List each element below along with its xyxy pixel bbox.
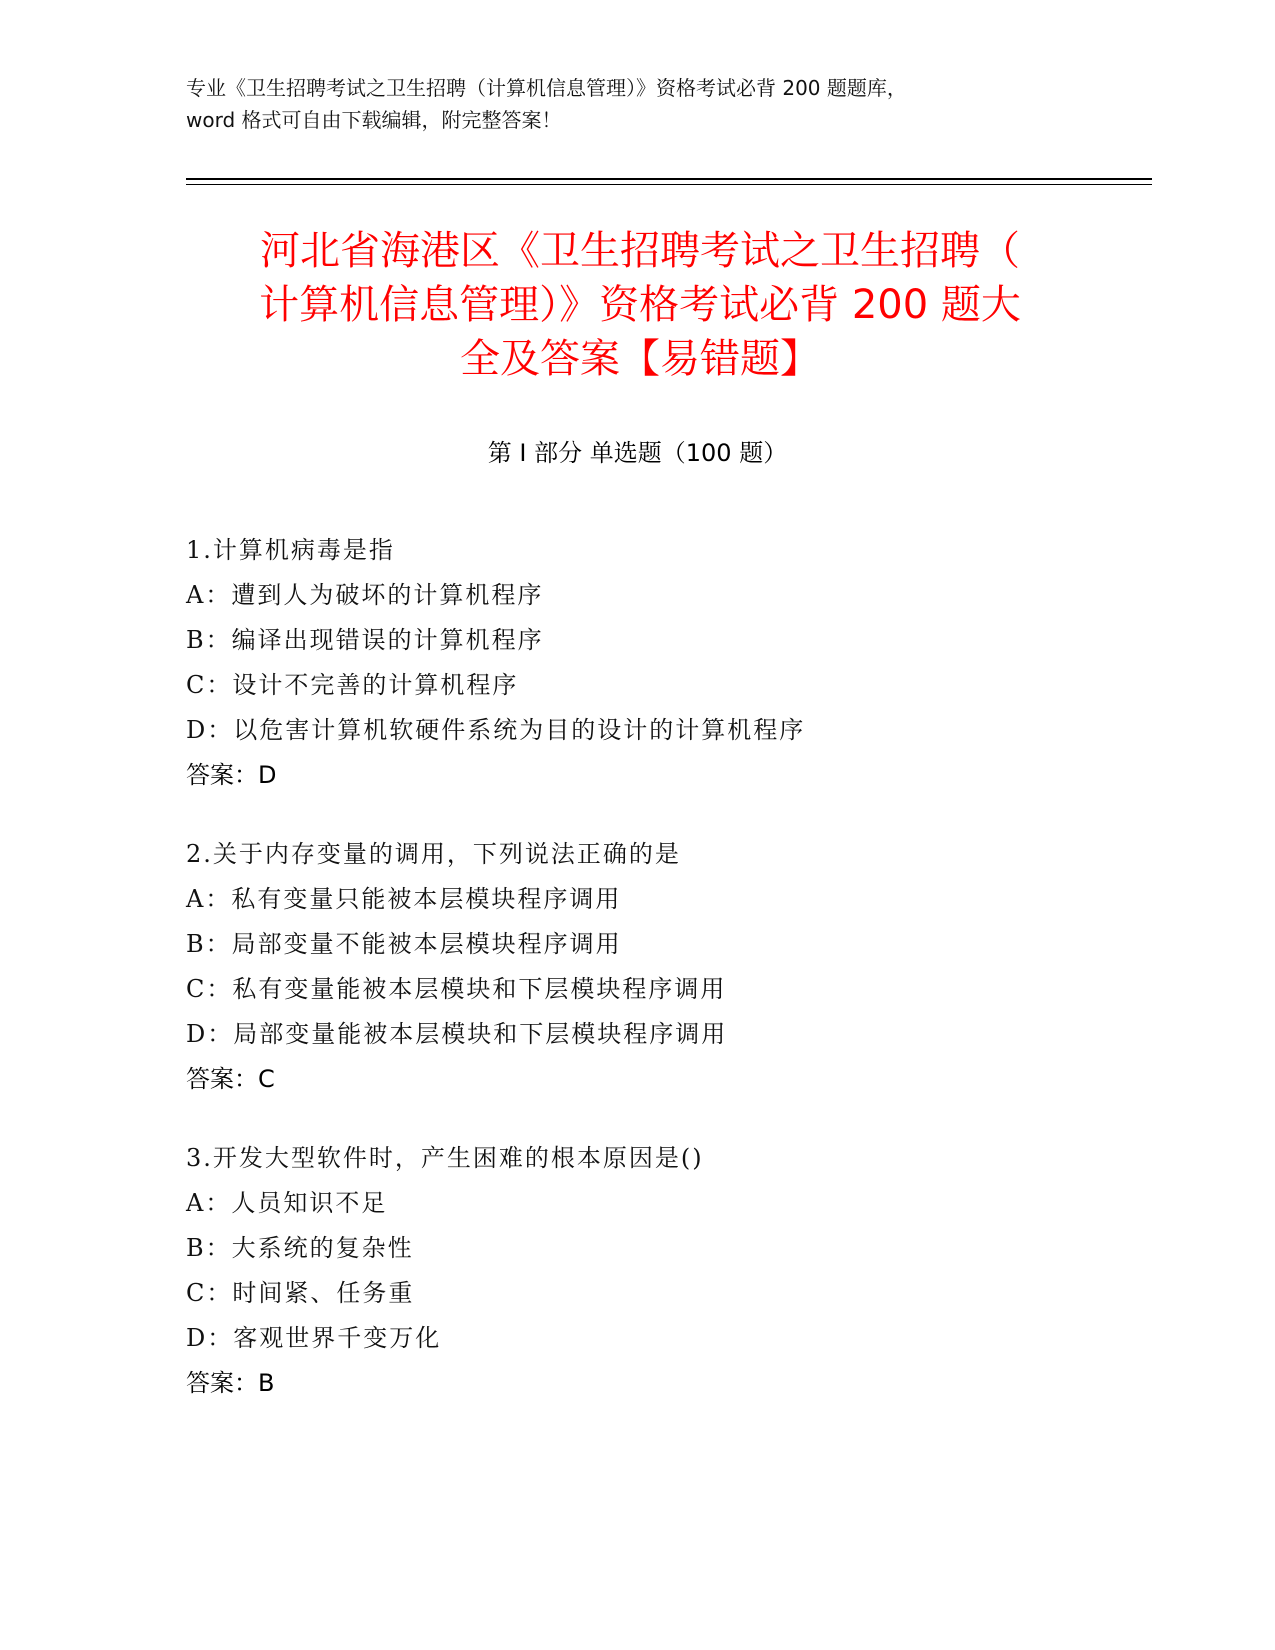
option-a: A：人员知识不足 [186,1189,388,1217]
header-note-line-1: 专业《卫生招聘考试之卫生招聘（计算机信息管理）》资格考试必背 200 题题库， [186,76,907,100]
option-c: C：时间紧、任务重 [186,1279,415,1307]
document-title [180,224,1100,386]
option-a: A：私有变量只能被本层模块程序调用 [186,885,622,913]
question-list [186,528,1086,1440]
option-c: C：私有变量能被本层模块和下层模块程序调用 [186,975,727,1003]
header-note-line-2: word 格式可自由下载编辑，附完整答案！ [186,108,562,132]
option-b: B：编译出现错误的计算机程序 [186,626,544,654]
question-stem: 2.关于内存变量的调用，下列说法正确的是 [186,840,681,868]
option-d: D：以危害计算机软硬件系统为目的设计的计算机程序 [186,716,806,744]
question-2 [186,832,1086,1102]
option-b: B：大系统的复杂性 [186,1234,414,1262]
header-divider-thick [186,178,1152,180]
answer: 答案：D [186,761,277,789]
question-stem: 3.开发大型软件时，产生困难的根本原因是() [186,1144,704,1172]
document-title-line-2: 计算机信息管理）》资格考试必背 200 题大 [259,282,1021,328]
question-stem: 1.计算机病毒是指 [186,536,395,564]
header-note [186,72,1086,136]
document-title-line-1: 河北省海港区《卫生招聘考试之卫生招聘（ [260,228,1020,274]
option-a: A：遭到人为破坏的计算机程序 [186,581,544,609]
question-3 [186,1136,1086,1406]
section-heading: 第 I 部分 单选题（100 题） [487,439,788,467]
answer: 答案：C [186,1065,275,1093]
document-title-line-3: 全及答案【易错题】 [460,336,820,382]
question-1 [186,528,1086,798]
header-divider-thin [186,184,1152,185]
option-b: B：局部变量不能被本层模块程序调用 [186,930,622,958]
option-d: D：客观世界千变万化 [186,1324,442,1352]
option-c: C：设计不完善的计算机程序 [186,671,519,699]
option-d: D：局部变量能被本层模块和下层模块程序调用 [186,1020,728,1048]
answer: 答案：B [186,1369,275,1397]
